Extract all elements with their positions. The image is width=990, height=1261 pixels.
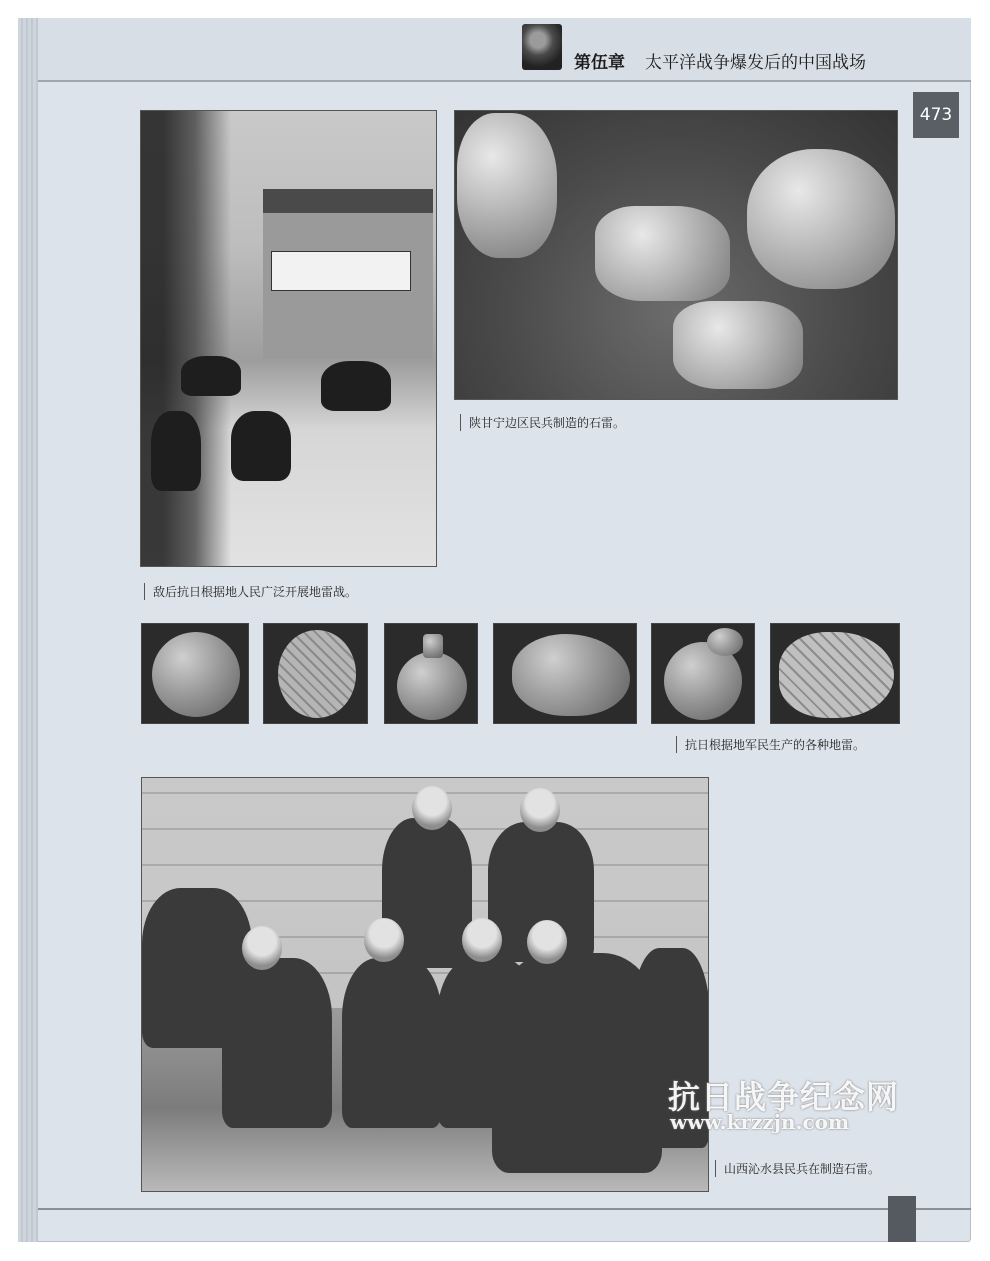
photo-head [364,918,404,962]
header-soldier-emblem [522,24,562,70]
mine-photo [770,623,900,724]
grooved-mine [779,632,894,718]
oval-mine [512,634,630,716]
caption-mine-types: 抗日根据地军民生产的各种地雷。 [676,736,865,753]
watermark-site-name: 抗日战争纪念网 [668,1078,900,1116]
caption-militia-workshop: 山西沁水县民兵在制造石雷。 [715,1160,880,1177]
mine-photo [263,623,368,724]
photo-head [242,926,282,970]
chapter-heading [574,48,866,73]
photo-person [342,958,442,1128]
photo-figure [231,411,291,481]
page-binding [18,18,38,1242]
mine-photo [651,623,755,724]
mine-photo [493,623,637,724]
chapter-title-text: 太平洋战争爆发后的中国战场 [645,53,866,73]
mine-photo [384,623,478,724]
photo-head [462,918,502,962]
photo-tree [141,111,231,567]
photo-figure [151,411,201,491]
footer-block [888,1196,916,1242]
caption-stone-mines: 陕甘宁边区民兵制造的石雷。 [460,414,625,431]
stone-mine [673,301,803,389]
photo-slogan-banner [271,251,411,291]
stone-mine [595,206,730,301]
bottle-mine-neck [423,634,443,658]
page-number: 473 [913,92,959,138]
photo-figure [181,356,241,396]
mine-photo [141,623,249,724]
ridged-mine [278,630,356,718]
jar-mine-mouth [707,628,743,656]
footer-rule [38,1208,971,1210]
bottle-mine [397,652,467,720]
caption-mine-laying: 敌后抗日根据地人民广泛开展地雷战。 [144,583,357,600]
photo-person [222,958,332,1128]
photo-militia-workshop [141,777,709,1192]
photo-head [527,920,567,964]
photo-mine-laying [140,110,437,567]
stone-mine [747,149,895,289]
photo-head [412,786,452,830]
photo-figure [321,361,391,411]
watermark-url: www.krzzjn.com [670,1110,850,1134]
photo-head [520,788,560,832]
photo-stone-mines [454,110,898,400]
round-mine [152,632,240,717]
stone-mine [457,113,557,258]
chapter-number: 第伍章 [574,53,625,73]
